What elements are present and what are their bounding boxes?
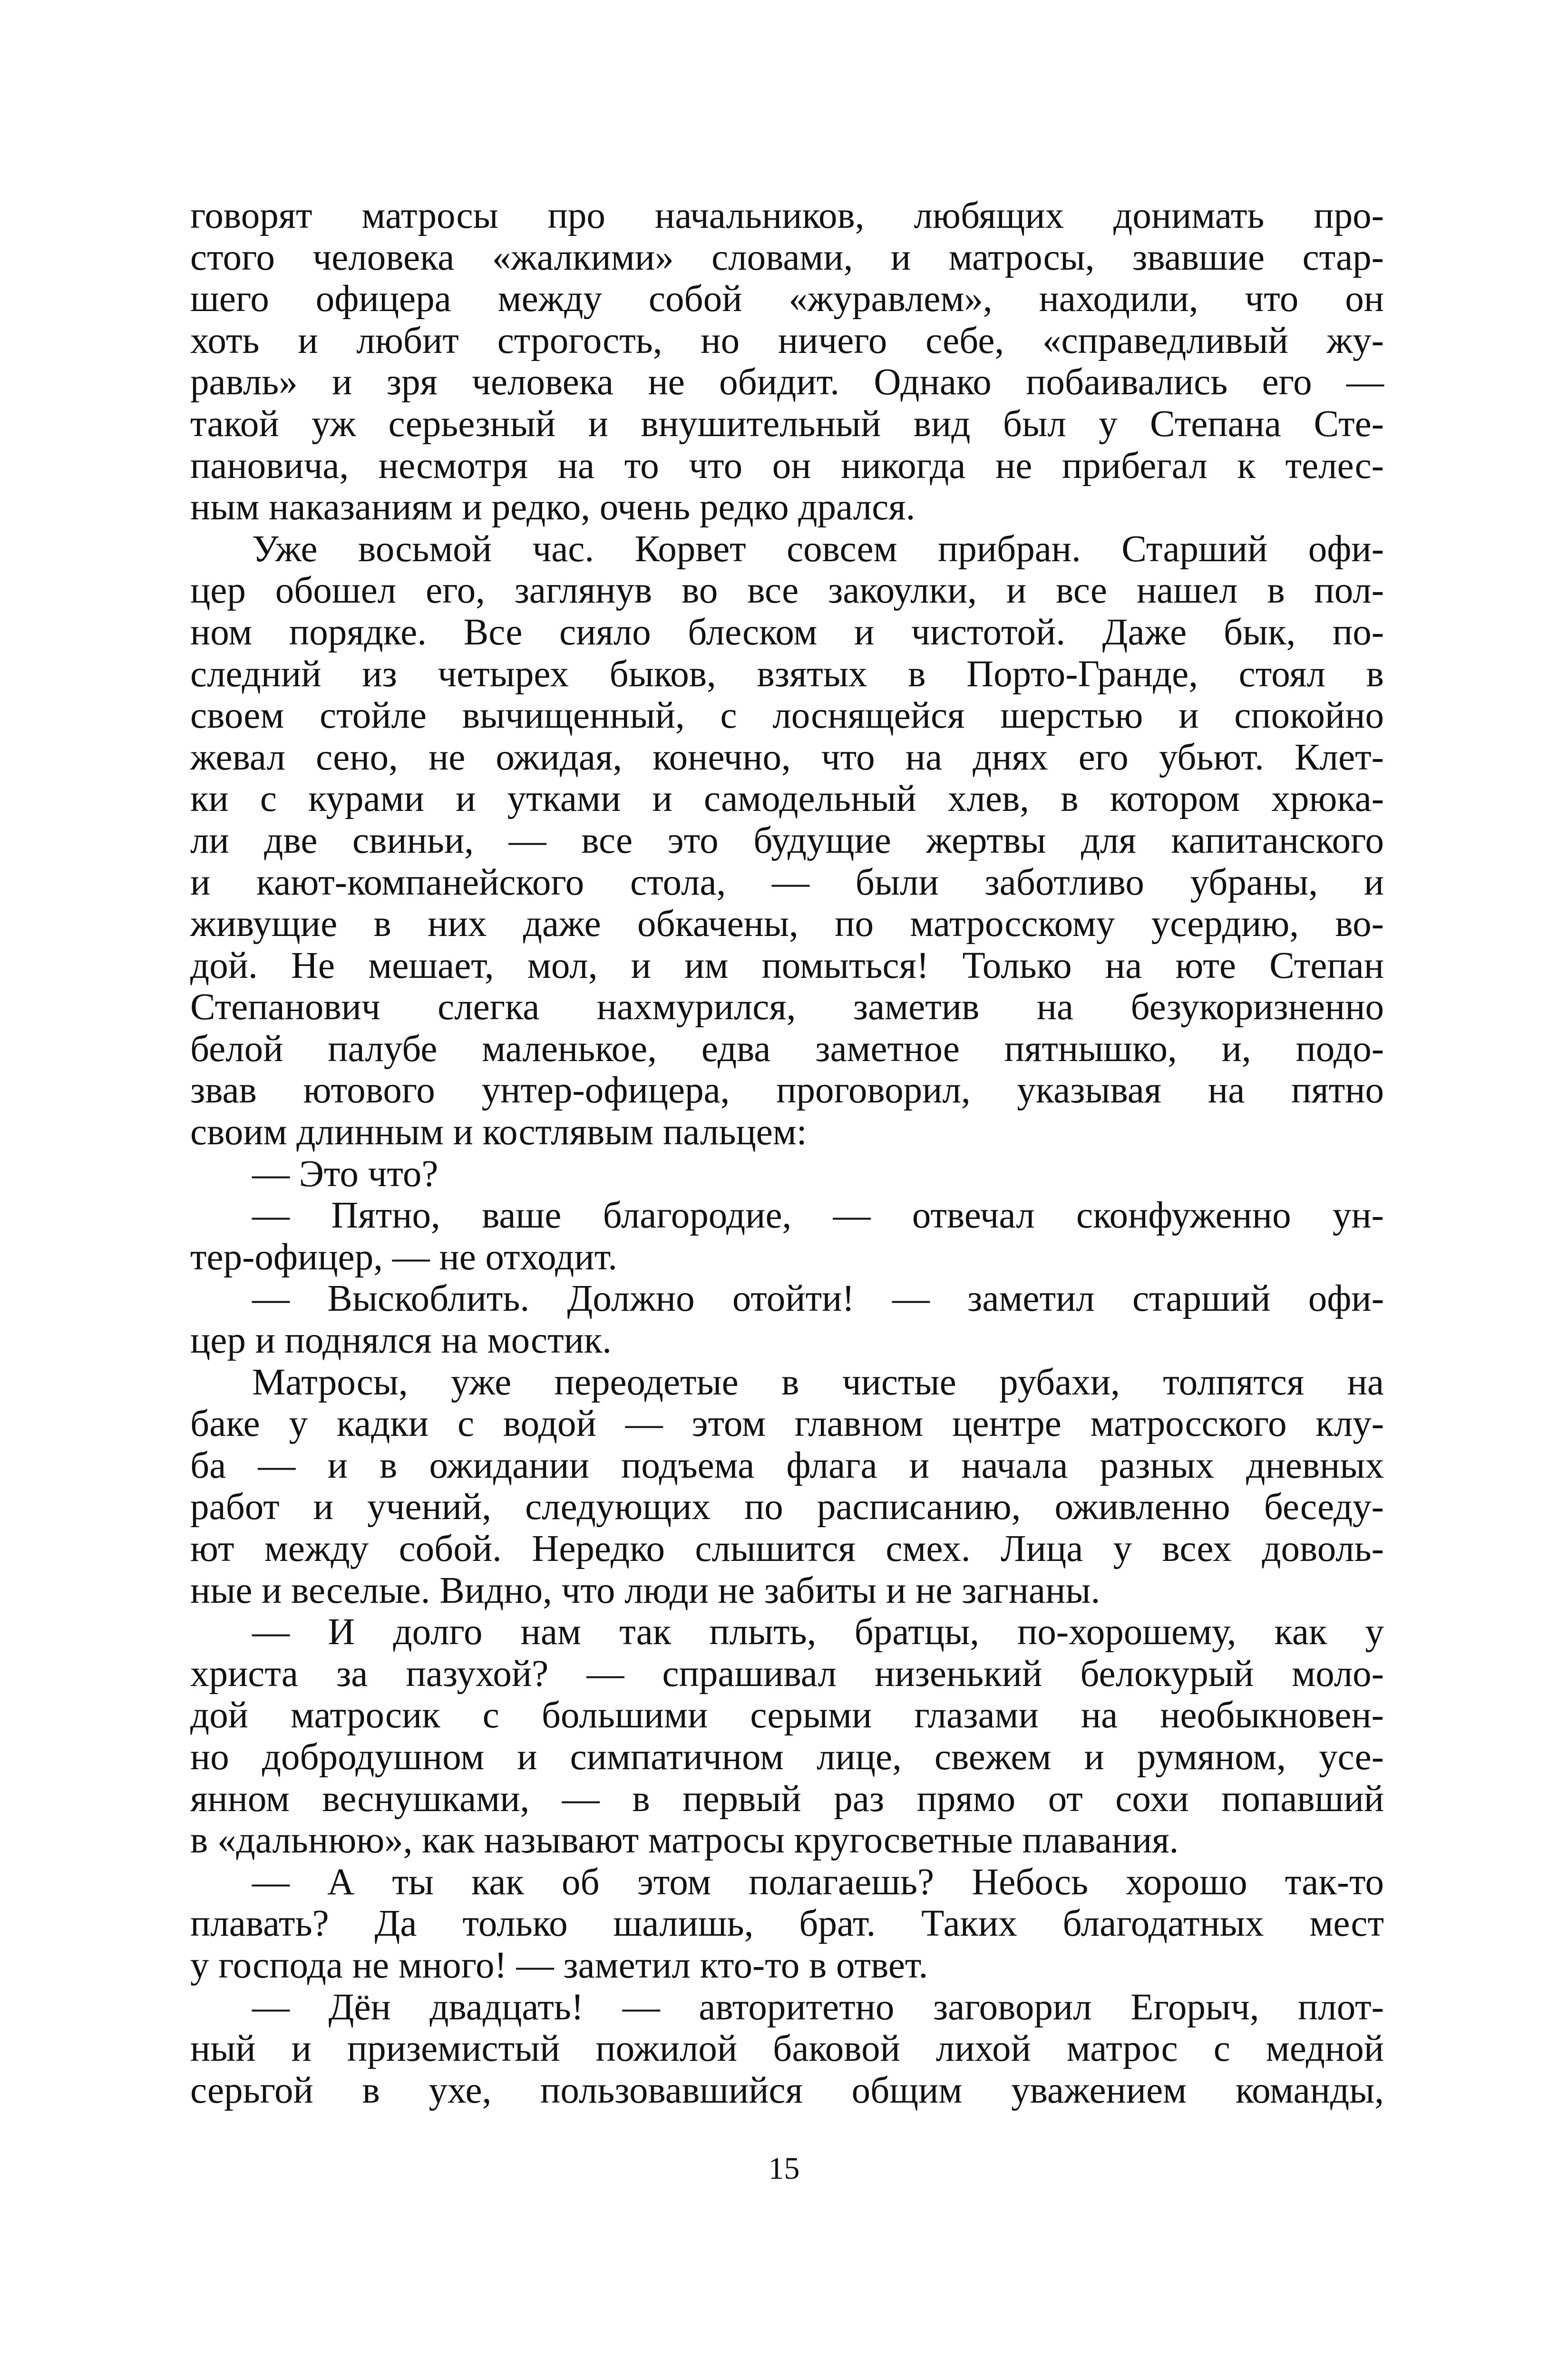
text-line: говорят матросы про начальников, любящих донимать про- bbox=[190, 195, 1384, 236]
text-line: стого человека «жалкими» словами, и матросы, звавшие стар- bbox=[190, 236, 1384, 278]
text-line: цер обошел его, заглянув во все закоулки, и все нашел в пол- bbox=[190, 570, 1384, 612]
page-number: 15 bbox=[768, 2151, 800, 2186]
text-line: цер и поднялся на мостик. bbox=[190, 1320, 612, 1362]
text-line: хоть и любит строгость, но ничего себе, «справедливый жу- bbox=[190, 320, 1384, 361]
text-line: следний из четырех быков, взятых в Порто-Гранде, стоял в bbox=[190, 653, 1384, 695]
text-line: ном порядке. Все сияло блеском и чистотой. Даже бык, по- bbox=[190, 611, 1384, 653]
text-line: Матросы, уже переодетые в чистые рубахи, толпятся на bbox=[252, 1361, 1384, 1403]
text-line: христа за пазухой? — спрашивал низенький белокурый моло- bbox=[190, 1653, 1384, 1695]
text-line: ли две свиньи, — все это будущие жертвы для капитанского bbox=[190, 819, 1384, 861]
text-line: звав ютового унтер-офицера, проговорил, указывая на пятно bbox=[190, 1070, 1384, 1111]
text-line: у господа не много! — заметил кто-то в ответ. bbox=[190, 1944, 928, 1986]
text-line: но добродушном и симпатичном лице, свежем и румяном, усе- bbox=[190, 1736, 1384, 1778]
text-line: Степанович слегка нахмурился, заметив на безукоризненно bbox=[190, 986, 1384, 1028]
text-line: — Это что? bbox=[252, 1153, 438, 1195]
text-line: и кают-компанейского стола, — были заботливо убраны, и bbox=[190, 861, 1384, 903]
text-line: — Пятно, ваше благородие, — отвечал сконфуженно ун- bbox=[252, 1195, 1384, 1237]
text-line: шего офицера между собой «журавлем», находили, что он bbox=[190, 278, 1384, 320]
text-line: плавать? Да только шалишь, брат. Таких благодатных мест bbox=[190, 1903, 1384, 1945]
text-line: ные и веселые. Видно, что люди не забиты и не загнаны. bbox=[190, 1569, 1101, 1611]
text-line: такой уж серьезный и внушительный вид был у Степана Сте- bbox=[190, 403, 1384, 445]
text-line: дой матросик с большими серыми глазами на необыкновен- bbox=[190, 1695, 1384, 1736]
text-line: дой. Не мешает, мол, и им помыться! Только на юте Степан bbox=[190, 945, 1384, 986]
text-line: жевал сено, не ожидая, конечно, что на днях его убьют. Клет- bbox=[190, 736, 1384, 778]
text-line: Уже восьмой час. Корвет совсем прибран. Старший офи- bbox=[252, 528, 1384, 570]
text-line: ба — и в ожидании подъема флага и начала разных дневных bbox=[190, 1444, 1384, 1486]
text-line: своем стойле вычищенный, с лоснящейся шерстью и спокойно bbox=[190, 695, 1384, 737]
text-line: — А ты как об этом полагаешь? Небось хорошо так-то bbox=[252, 1861, 1384, 1903]
text-line: ют между собой. Нередко слышится смех. Лица у всех доволь- bbox=[190, 1528, 1384, 1569]
text-line: баке у кадки с водой — этом главном центре матросского клу- bbox=[190, 1403, 1384, 1445]
text-line: своим длинным и костлявым пальцем: bbox=[190, 1111, 807, 1153]
text-line: живущие в них даже обкачены, по матросскому усердию, во- bbox=[190, 903, 1384, 945]
text-line: — И долго нам так плыть, братцы, по-хорошему, как у bbox=[252, 1611, 1384, 1653]
text-line: пановича, несмотря на то что он никогда не прибегал к телес- bbox=[190, 445, 1384, 487]
body-text bbox=[190, 195, 1384, 2111]
text-line: в «дальнюю», как называют матросы кругосветные плавания. bbox=[190, 1820, 1179, 1861]
text-line: белой палубе маленькое, едва заметное пятнышко, и, подо- bbox=[190, 1028, 1384, 1070]
text-line: — Дён двадцать! — авторитетно заговорил Егорыч, плот- bbox=[252, 1986, 1384, 2028]
text-line: равль» и зря человека не обидит. Однако побаивались его — bbox=[190, 361, 1384, 403]
text-line: — Выскоблить. Должно отойти! — заметил старший офи- bbox=[252, 1278, 1384, 1320]
text-line: ки с курами и утками и самодельный хлев, в котором хрюка- bbox=[190, 778, 1384, 820]
text-line: серьгой в ухе, пользовавшийся общим уважением команды, bbox=[190, 2069, 1384, 2111]
text-line: янном веснушками, — в первый раз прямо от сохи попавший bbox=[190, 1778, 1384, 1820]
text-line: ный и приземистый пожилой баковой лихой матрос с медной bbox=[190, 2028, 1384, 2070]
text-line: работ и учений, следующих по расписанию, оживленно беседу- bbox=[190, 1486, 1384, 1528]
text-line: тер-офицер, — не отходит. bbox=[190, 1236, 618, 1278]
text-line: ным наказаниям и редко, очень редко дрался. bbox=[190, 487, 915, 528]
